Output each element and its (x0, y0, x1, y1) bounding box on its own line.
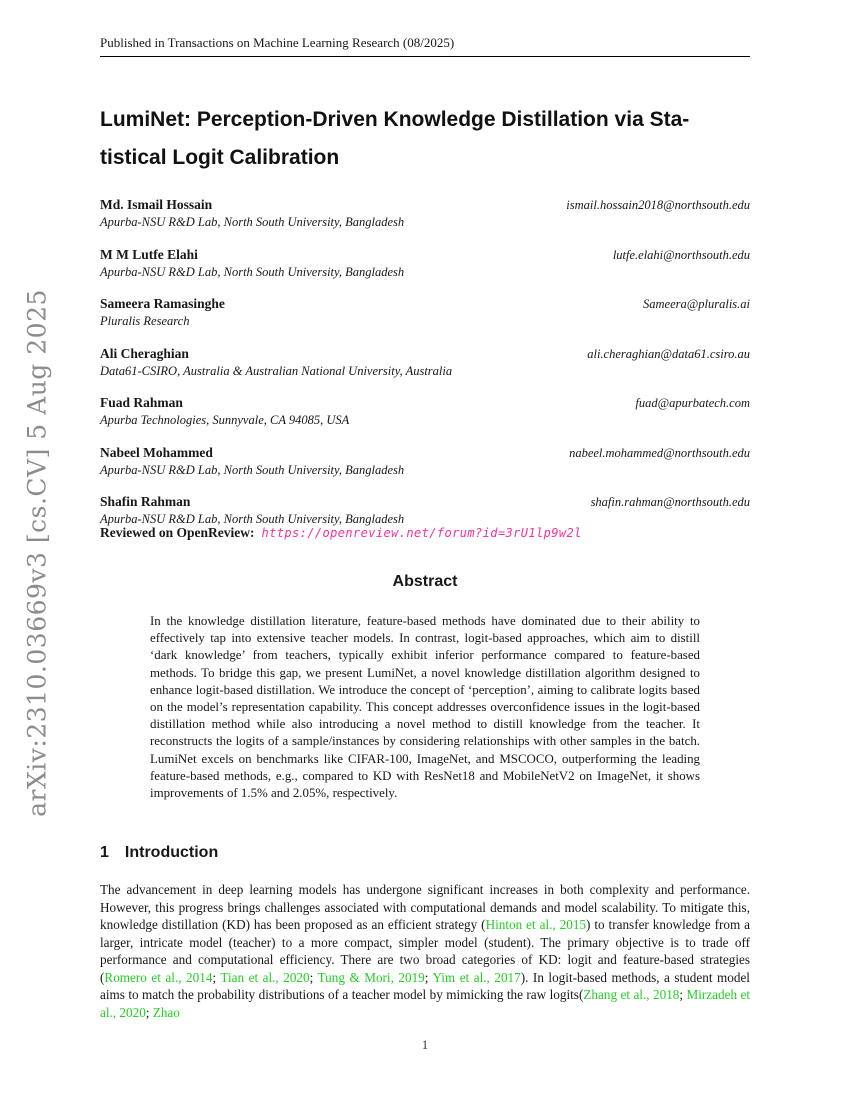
section-title: Introduction (124, 844, 219, 861)
author-affiliation: Apurba-NSU R&D Lab, North South University, Bangladesh (100, 215, 405, 229)
journal-header (100, 35, 750, 57)
paragraph-text: ). In logit-based methods, a student model aims to match the probability distributions of a teacher model by mimicking the raw logits( (100, 969, 750, 1002)
author-email: ismail.hossain2018@northsouth.edu (566, 198, 750, 212)
abstract-text: In the knowledge distillation literature, feature-based methods have dominated due to their ability to effectively tap into extensive teacher models. In contrast, logit-based approaches, which aim to distill ‘dark knowledge’ from teachers, typically exhibit inferior performance compared to feature-based methods. To bridge this gap, we present LumiNet, a novel knowledge distillation algorithm designed to enhance logit-based distillation. We introduce the concept of ‘perception’, aiming to calibrate logits based on the model’s representation capability. This concept addresses overconfidence issues in the logit-based distillation method while also introducing a novel method to distill knowledge from the teacher. It reconstructs the logits of a sample/instances by considering relationships with other samples in the batch. LumiNet excels on benchmarks like CIFAR-100, ImageNet, and MSCOCO, outperforming the leading feature-based methods, e.g., compared to KD with ResNet18 and MobileNetV2 on ImageNet, it shows improvements of 1.5% and 2.05%, respectively. (150, 614, 700, 801)
author-affiliation: Apurba-NSU R&D Lab, North South University, Bangladesh (100, 462, 405, 477)
section-number: 1 (100, 844, 109, 861)
author-affiliation: Data61-CSIRO, Australia & Australian National University, Australia (100, 363, 453, 378)
paragraph-text: ; (679, 987, 687, 1002)
author-affiliation: Apurba-NSU R&D Lab, North South University, Bangladesh (100, 264, 405, 279)
paragraph-text: ; (212, 969, 221, 985)
author-affiliation: Apurba-NSU R&D Lab, North South University, Bangladesh (100, 512, 405, 526)
author-list (100, 197, 750, 544)
author-name: Sameera Ramasinghe (100, 296, 225, 311)
author-email: nabeel.mohammed@northsouth.edu (569, 445, 750, 460)
author-affiliation: Pluralis Research (100, 314, 190, 328)
author-block (100, 296, 750, 329)
paragraph-text: ; (309, 969, 318, 985)
author-name: Ali Cheraghian (100, 345, 189, 361)
author-name: Md. Ismail Hossain (100, 197, 213, 212)
author-name: M M Lutfe Elahi (100, 246, 198, 262)
author-block (100, 346, 750, 379)
author-block (100, 247, 750, 280)
section-heading-introduction (100, 844, 750, 862)
author-email: fuad@apurbatech.com (635, 396, 750, 410)
citation-link[interactable]: Hinton et al., 2015 (485, 917, 587, 932)
paper-title-line-2: tistical Logit Calibration (100, 146, 340, 169)
openreview-label: Reviewed on OpenReview: (100, 525, 255, 540)
paragraph-text: The advancement in deep learning models has undergone significant increases in both complexity and performance. However, this progress brings challenges associated with computational demands and model scalability. To mitigate this, knowledge distillation (KD) has been proposed as an efficient strategy ( (100, 882, 750, 932)
citation-link[interactable]: Yim et al., 2017 (432, 969, 521, 985)
author-affiliation: Apurba Technologies, Sunnyvale, CA 94085, USA (100, 413, 350, 427)
arxiv-watermark: arXiv:2310.03669v3 [cs.CV] 5 Aug 2025 (22, 289, 52, 817)
author-block (100, 445, 750, 478)
openreview-line (100, 524, 750, 542)
author-name: Nabeel Mohammed (100, 444, 213, 460)
paragraph-text: ; (424, 969, 433, 985)
author-email: lutfe.elahi@northsouth.edu (612, 247, 750, 262)
citation-link[interactable]: Zhang et al., 2018 (583, 987, 680, 1002)
paragraph-text: ; (145, 1004, 153, 1020)
citation-link[interactable]: Tung & Mori, 2019 (317, 969, 425, 985)
author-block (100, 197, 750, 230)
page-number: 1 (421, 1038, 429, 1052)
paper-title (100, 101, 750, 177)
citation-link[interactable]: Zhao (152, 1004, 180, 1020)
author-email: ali.cheraghian@data61.csiro.au (587, 346, 750, 361)
abstract-heading: Abstract (392, 573, 458, 590)
introduction-paragraph (100, 881, 750, 1021)
author-block (100, 395, 750, 428)
citation-link[interactable]: Tian et al., 2020 (220, 969, 310, 985)
citation-link[interactable]: Romero et al., 2014 (104, 969, 213, 985)
openreview-link[interactable]: https://openreview.net/forum?id=3rU1lp9w2l (261, 526, 582, 540)
author-name: Shafin Rahman (100, 494, 191, 509)
author-name: Fuad Rahman (100, 395, 183, 410)
author-block (100, 494, 750, 527)
published-note: Published in Transactions on Machine Learning Research (08/2025) (100, 35, 455, 50)
citation-link[interactable]: Mirzadeh et al., 2020 (100, 987, 751, 1020)
author-email: Sameera@pluralis.ai (643, 297, 750, 311)
paragraph-text: ) to transfer knowledge from a larger, intricate model (teacher) to a more compact, simpler model (student). The primary objective is to trade off performance and computational efficiency. There are two broad categories of KD: logit and feature-based strategies ( (100, 917, 750, 985)
author-email: shafin.rahman@northsouth.edu (590, 495, 750, 509)
paper-title-line-1: LumiNet: Perception-Driven Knowledge Distillation via Sta- (100, 108, 690, 131)
